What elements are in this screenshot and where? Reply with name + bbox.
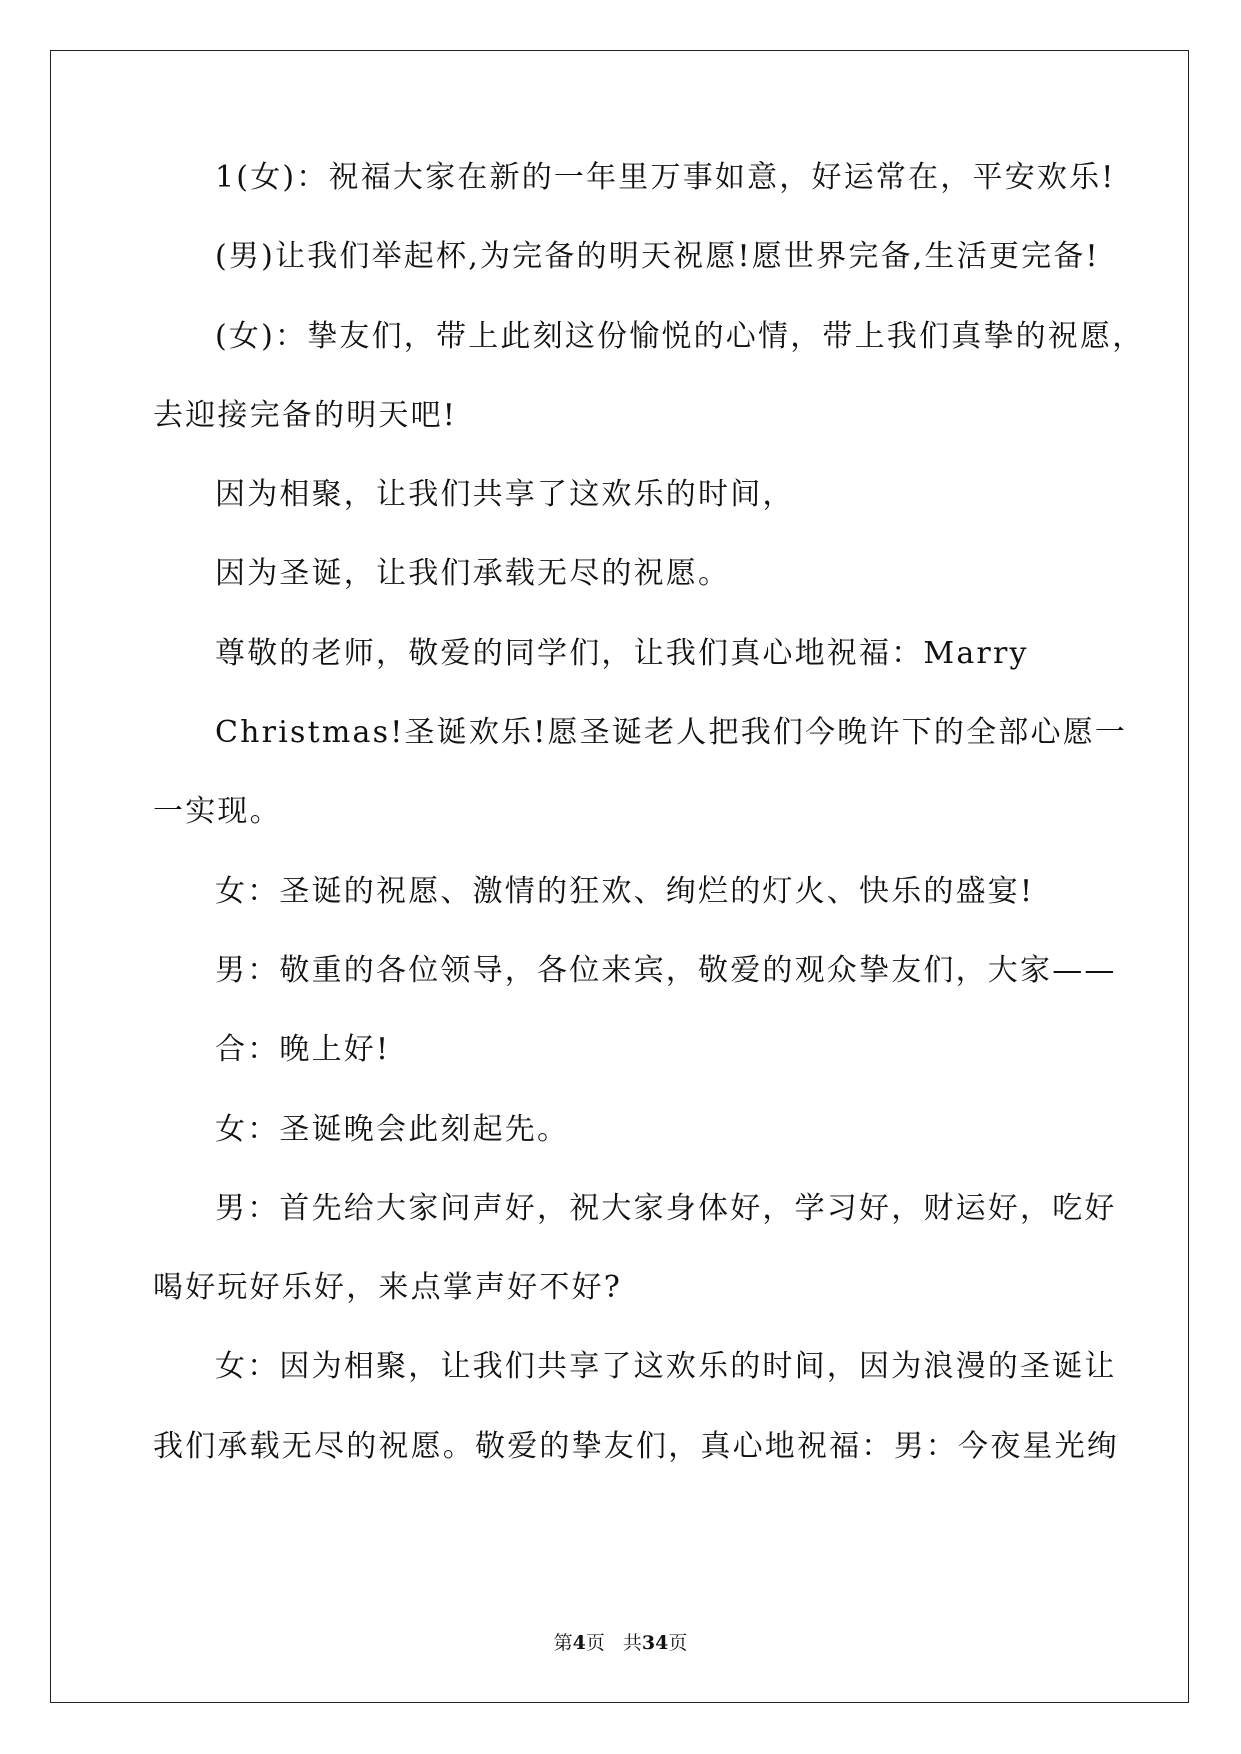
paragraph-line: 合：晚上好! bbox=[215, 1032, 391, 1068]
page-suffix: 页 bbox=[585, 1632, 605, 1654]
page-number: 4 bbox=[572, 1632, 586, 1654]
document-body bbox=[153, 160, 1145, 1508]
paragraph-line: 女：因为相聚，让我们共享了这欢乐的时间，因为浪漫的圣诞让 bbox=[215, 1349, 1117, 1385]
paragraph-line: 女：圣诞的祝愿、激情的狂欢、绚烂的灯火、快乐的盛宴! bbox=[215, 873, 1035, 909]
paragraph-line: 去迎接完备的明天吧! bbox=[153, 397, 458, 433]
paragraph-line: 一实现。 bbox=[153, 794, 282, 830]
paragraph-line: 男：首先给大家问声好，祝大家身体好，学习好，财运好，吃好 bbox=[215, 1190, 1117, 1226]
paragraph-line: 我们承载无尽的祝愿。敬爱的挚友们，真心地祝福：男：今夜星光绚 bbox=[153, 1428, 1119, 1464]
total-suffix: 页 bbox=[668, 1632, 688, 1654]
paragraph-line: 女：圣诞晚会此刻起先。 bbox=[215, 1111, 570, 1147]
paragraph-line: (男)让我们举起杯,为完备的明天祝愿!愿世界完备,生活更完备! bbox=[215, 239, 1100, 275]
paragraph-line: 男：敬重的各位领导，各位来宾，敬爱的观众挚友们，大家—— bbox=[215, 952, 1117, 988]
paragraph-line: 1(女)：祝福大家在新的一年里万事如意，好运常在，平安欢乐! bbox=[215, 160, 1116, 195]
paragraph-line: Christmas!圣诞欢乐!愿圣诞老人把我们今晚许下的全部心愿一 bbox=[215, 715, 1128, 751]
paragraph-line: (女)：挚友们，带上此刻这份愉悦的心情，带上我们真挚的祝愿， bbox=[215, 318, 1145, 354]
page-footer bbox=[0, 1628, 1241, 1655]
paragraph-line: 尊敬的老师，敬爱的同学们，让我们真心地祝福：Marry bbox=[215, 635, 1029, 671]
page-prefix: 第 bbox=[553, 1632, 573, 1654]
paragraph-line: 因为相聚，让我们共享了这欢乐的时间， bbox=[215, 477, 795, 513]
paragraph-line: 因为圣诞，让我们承载无尽的祝愿。 bbox=[215, 556, 731, 592]
total-prefix: 共 bbox=[622, 1632, 642, 1654]
total-pages: 34 bbox=[641, 1632, 669, 1654]
paragraph-line: 喝好玩好乐好，来点掌声好不好? bbox=[153, 1270, 623, 1306]
